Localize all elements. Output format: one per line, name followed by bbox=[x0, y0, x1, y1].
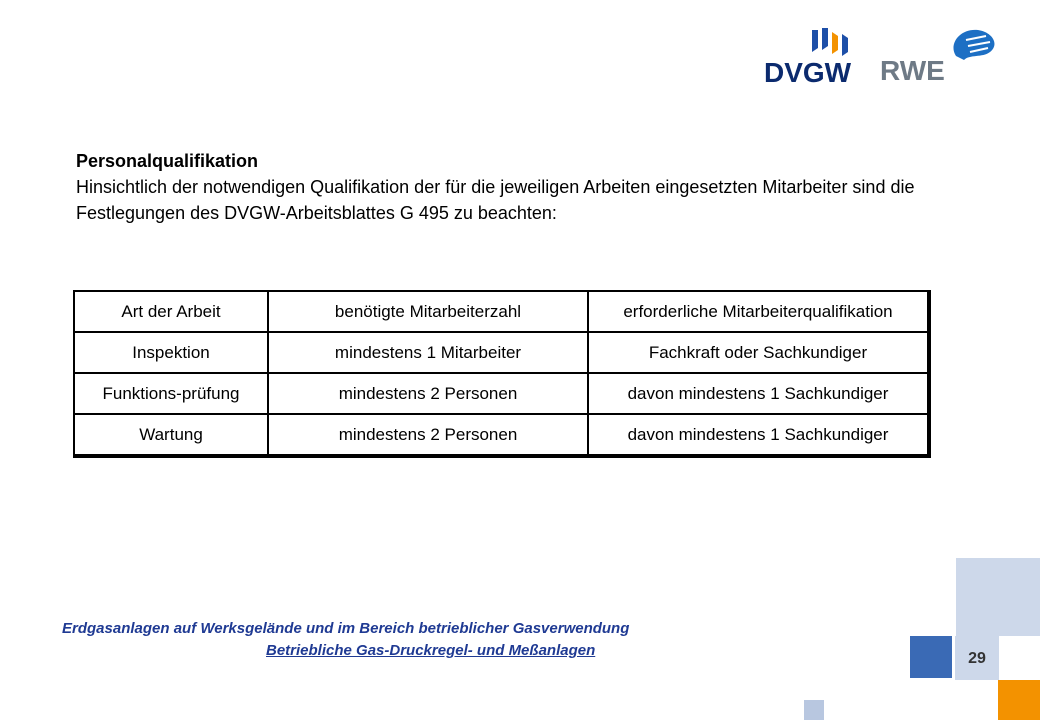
table-cell: davon mindestens 1 Sachkundiger bbox=[588, 373, 929, 414]
table-cell: davon mindestens 1 Sachkundiger bbox=[588, 414, 929, 456]
table-cell: mindestens 1 Mitarbeiter bbox=[268, 332, 588, 373]
table-cell: Inspektion bbox=[74, 332, 268, 373]
dvgw-logo bbox=[762, 26, 860, 86]
table-row bbox=[74, 332, 929, 373]
qualification-table bbox=[73, 290, 931, 458]
section-heading: Personalqualifikation bbox=[76, 151, 259, 171]
footer-subtitle: Betriebliche Gas-Druckregel- und Meßanlagen bbox=[266, 642, 596, 659]
page-number: 29 bbox=[968, 650, 986, 667]
table-header-row bbox=[74, 291, 929, 332]
table-cell: Fachkraft oder Sachkundiger bbox=[588, 332, 929, 373]
table-cell: mindestens 2 Personen bbox=[268, 414, 588, 456]
table-row bbox=[74, 414, 929, 456]
decor-square bbox=[955, 682, 995, 720]
decor-square bbox=[998, 680, 1040, 720]
svg-text:RWE: RWE bbox=[880, 55, 945, 86]
decor-square bbox=[804, 700, 824, 720]
intro-text: Hinsichtlich der notwendigen Qualifikation der für die jeweiligen Arbeiten eingesetzten Mitarbeiter sind die Festlegungen des DVGW-Arbeitsblattes G 495 zu beachten: bbox=[76, 177, 915, 223]
column-header: erforderliche Mitarbeiterqualifikation bbox=[588, 291, 929, 332]
decor-square bbox=[956, 558, 1040, 636]
rwe-logo bbox=[878, 26, 998, 86]
intro-block bbox=[76, 148, 936, 226]
table-cell: Wartung bbox=[74, 414, 268, 456]
table-cell: Funktions-prüfung bbox=[74, 373, 268, 414]
footer-title: Erdgasanlagen auf Werksgelände und im Bereich betrieblicher Gasverwendung bbox=[62, 620, 630, 637]
svg-text:DVGW: DVGW bbox=[764, 57, 852, 86]
column-header: benötigte Mitarbeiterzahl bbox=[268, 291, 588, 332]
table-row bbox=[74, 373, 929, 414]
column-header: Art der Arbeit bbox=[74, 291, 268, 332]
table-cell: mindestens 2 Personen bbox=[268, 373, 588, 414]
decor-square bbox=[910, 636, 952, 678]
